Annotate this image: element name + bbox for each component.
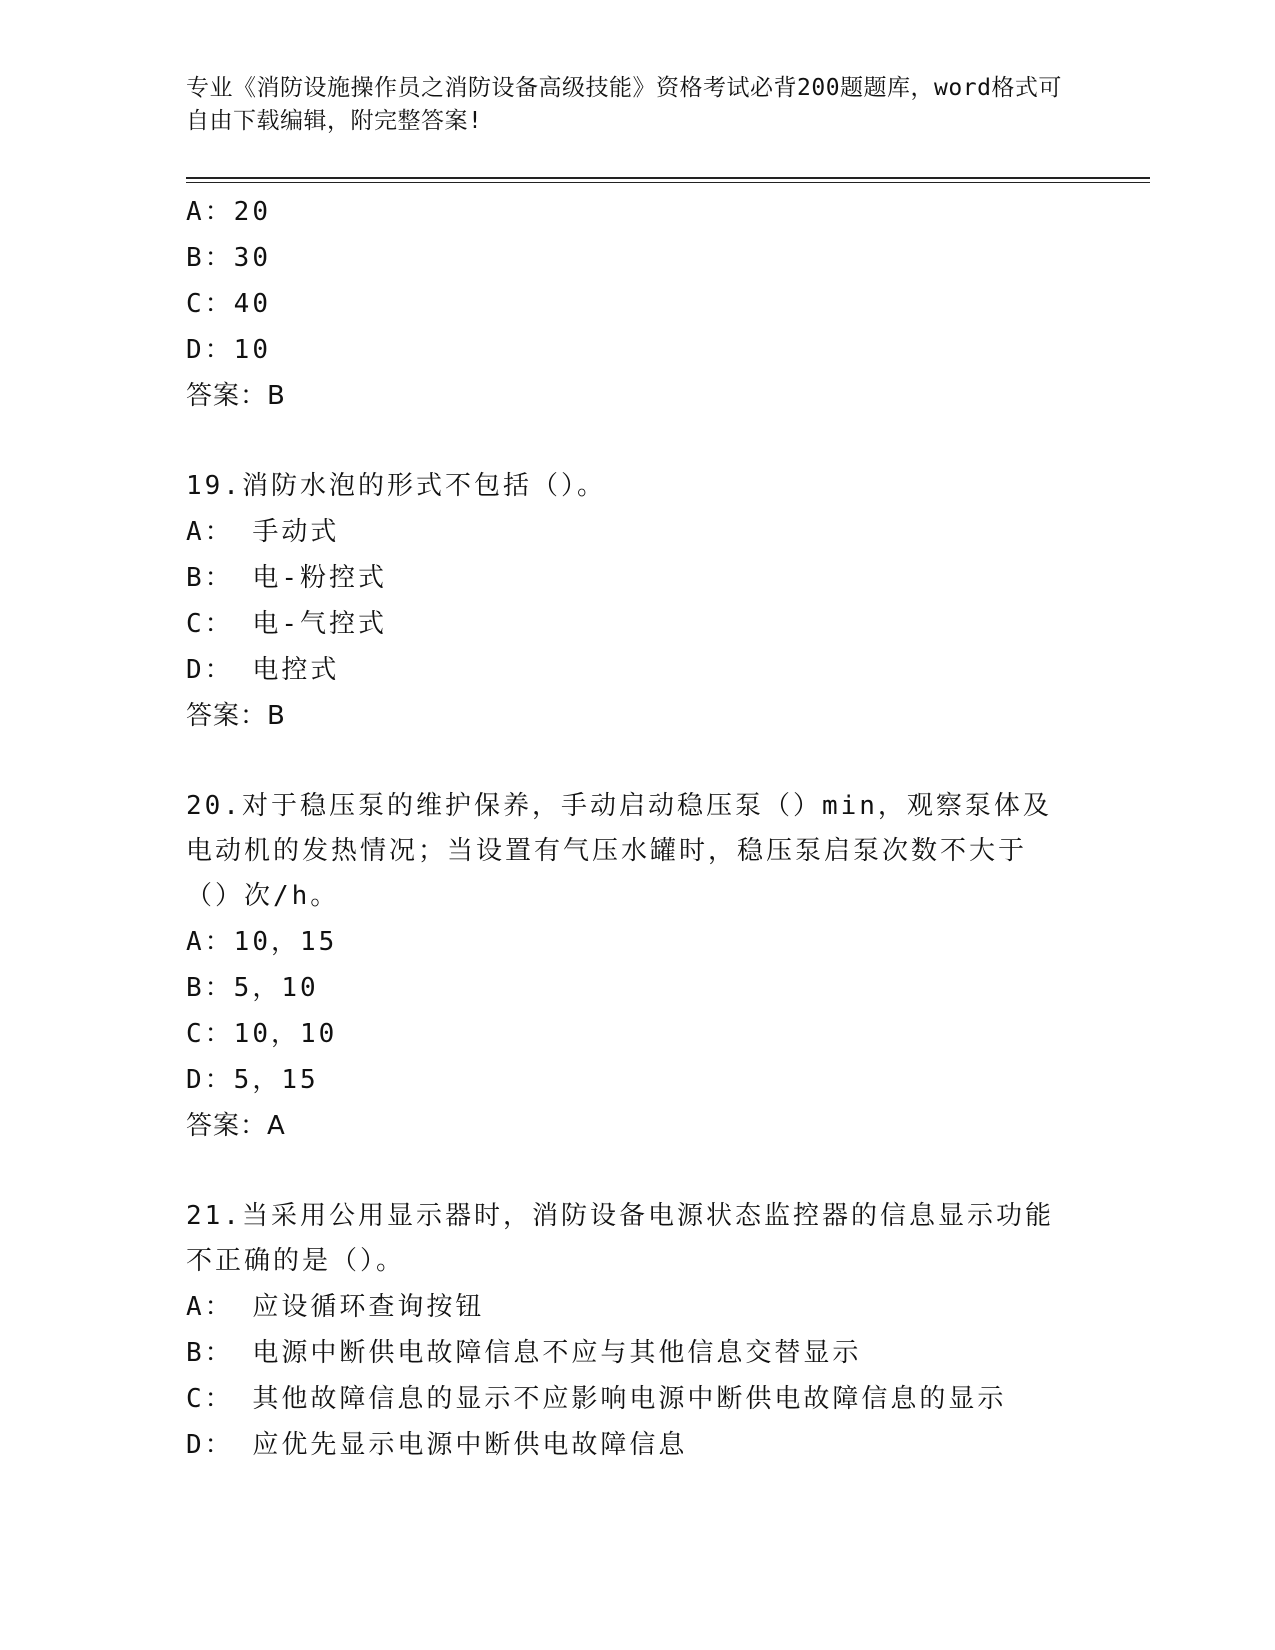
question-text: 21.当采用公用显示器时，消防设备电源状态监控器的信息显示功能不正确的是（）。 [186,1201,1054,1276]
option-a: A：10，15 [186,927,338,957]
option-d: D：10 [186,335,271,365]
option-a: A： 手动式 [186,517,340,547]
spacer [186,739,1086,784]
question-21 [186,1194,1086,1468]
question-18-continued [186,189,1086,419]
answer-line: 答案：B [186,701,286,731]
header-divider-thick [186,177,1150,179]
answer-line: 答案：A [186,1111,286,1141]
option-b: B： 电源中断供电故障信息不应与其他信息交替显示 [186,1338,862,1368]
question-19 [186,464,1086,739]
answer-line: 答案：B [186,381,286,411]
option-a: A：20 [186,197,271,227]
option-c: C：40 [186,289,271,319]
option-b: B： 电-粉控式 [186,563,387,593]
question-text: 19.消防水泡的形式不包括（）。 [186,471,606,501]
document-header: 专业《消防设施操作员之消防设备高级技能》资格考试必背200题题库，word格式可自由下载编辑，附完整答案! [186,75,1062,134]
option-d: D： 应优先显示电源中断供电故障信息 [186,1430,688,1460]
spacer [186,1149,1086,1194]
option-c: C：10，10 [186,1019,338,1049]
question-20 [186,784,1086,1149]
spacer [186,419,1086,464]
option-b: B：30 [186,243,271,273]
option-d: D：5，15 [186,1065,319,1095]
option-c: C： 其他故障信息的显示不应影响电源中断供电故障信息的显示 [186,1384,1007,1414]
option-b: B：5，10 [186,973,319,1003]
question-list [186,189,1086,1468]
question-text: 20.对于稳压泵的维护保养，手动启动稳压泵（）min，观察泵体及电动机的发热情况；当设置有气压水罐时，稳压泵启泵次数不大于（）次/h。 [186,791,1052,911]
header-divider-thin [186,182,1150,183]
option-d: D： 电控式 [186,655,340,685]
option-c: C： 电-气控式 [186,609,387,639]
option-a: A： 应设循环查询按钮 [186,1292,485,1322]
